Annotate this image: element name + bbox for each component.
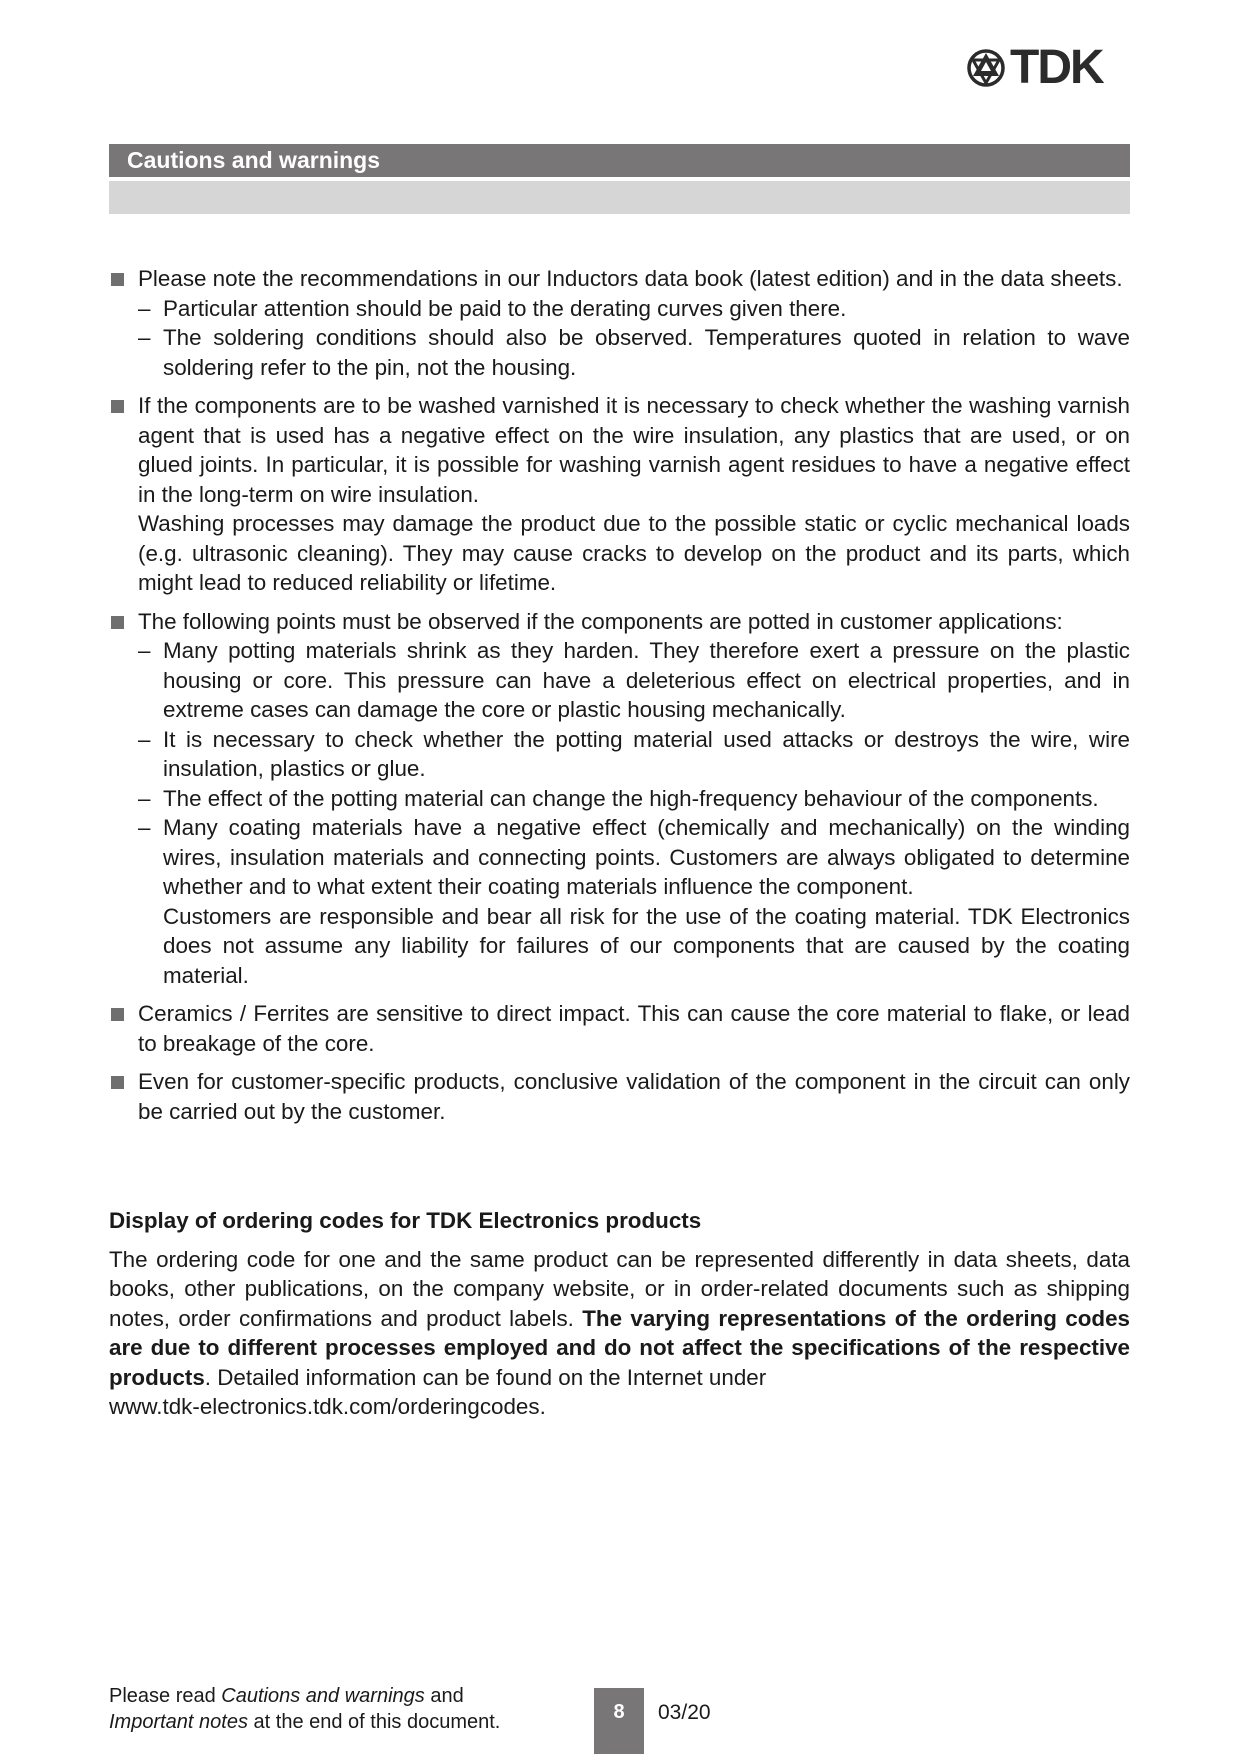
bullet-square-icon [111, 273, 124, 286]
caution-subitem-text: Many potting materials shrink as they harden. They therefore exert a pressure on the plastic housing or core. This pressure can have a deleterious effect on electrical properties, and in extreme cases can damage the core or plastic housing mechanically. [163, 638, 1130, 722]
caution-subitem-text: The effect of the potting material can change the high-frequency behaviour of the components. [163, 785, 1099, 811]
caution-item [109, 1067, 1130, 1126]
caution-subitem-text: Many coating materials have a negative effect (chemically and mechanically) on the winding wires, insulation materials and connecting points. Customers are always obligated to determine whether and to what extent their coating materials influence the component. [163, 815, 1130, 899]
ordering-codes-section [109, 1206, 1130, 1422]
dash-icon: – [138, 726, 151, 752]
footer-line [109, 1709, 500, 1735]
caution-subitem [138, 294, 1130, 324]
caution-item [109, 391, 1130, 598]
caution-text: Even for customer-specific products, conclusive validation of the component in the circuit can only be carried out by the customer. [138, 1069, 1130, 1124]
caution-subitem [138, 784, 1130, 814]
caution-subitem [138, 725, 1130, 784]
dash-icon: – [138, 295, 151, 321]
caution-subitem [138, 323, 1130, 382]
caution-item [109, 264, 1130, 382]
caution-item [109, 999, 1130, 1058]
caution-text: If the components are to be washed varnished it is necessary to check whether the washing varnish agent that is used has a negative effect on the wire insulation, any plastics that are used, or on glued joints. In particular, it is possible for washing varnish agent residues to have a negative effect in the long-term on wire insulation. [138, 393, 1130, 507]
caution-text: The following points must be observed if the components are potted in customer applications: [138, 608, 1063, 634]
dash-icon: – [138, 815, 151, 840]
caution-subitem-text: It is necessary to check whether the potting material used attacks or destroys the wire, wire insulation, plastics or glue. [163, 726, 1130, 781]
bullet-square-icon [111, 616, 124, 629]
section-subheader-bar [109, 181, 1130, 214]
footer-note [109, 1683, 500, 1735]
caution-text: Please note the recommendations in our Inductors data book (latest edition) and in the data sheets. [138, 266, 1123, 291]
caution-item [109, 607, 1130, 991]
ordering-paragraph [109, 1245, 1130, 1393]
caution-subitem [138, 813, 1130, 990]
cautions-list [109, 264, 1130, 1135]
footer-text: at the end of this document. [247, 1711, 501, 1733]
brand-name: TDK [1010, 41, 1103, 94]
footer-line [109, 1683, 500, 1709]
footer-text: Please read [109, 1685, 222, 1707]
section-title: Cautions and warnings [127, 147, 381, 173]
important-notes-reference: Important notes [109, 1711, 248, 1733]
caution-subitem-text: Particular attention should be paid to the derating curves given there. [163, 295, 847, 321]
section-header-bar [109, 144, 1130, 177]
cautions-reference: Cautions and warnings [221, 1685, 425, 1707]
footer-text: and [424, 1685, 464, 1707]
caution-subitem-text: The soldering conditions should also be observed. Temperatures quoted in relation to wave soldering refer to the pin, not the housing. [163, 325, 1130, 380]
tdk-logo-icon [966, 48, 1006, 88]
ordering-bold-text: The varying representations of the ordering codes are due to different processes employed and do not affect the specifications of the respective products [109, 1305, 1130, 1390]
caution-text: Washing processes may damage the product due to the possible static or cyclic mechanical loads (e.g. ultrasonic cleaning). They may cause cracks to develop on the product and its parts, which might lead to reduced reliability or lifetime. [138, 511, 1130, 595]
ordering-url: www.tdk-electronics.tdk.com/orderingcodes. [109, 1394, 546, 1419]
ordering-heading: Display of ordering codes for TDK Electronics products [109, 1208, 702, 1233]
ordering-text: The ordering code for one and the same product can be represented differently in data sheets, data books, other publications, on the company website, or in order-related documents such as shipping notes, order confirmations and product labels. [109, 1246, 1130, 1331]
bullet-square-icon [111, 1008, 124, 1021]
bullet-square-icon [111, 400, 124, 413]
dash-icon: – [138, 325, 151, 350]
ordering-text-after: . Detailed information can be found on the Internet under [204, 1364, 767, 1390]
caution-subitem [138, 636, 1130, 725]
caution-subitem-continuation: Customers are responsible and bear all risk for the use of the coating material. TDK Electronics does not assume any liability for failures of our components that are caused by the coating material. [163, 903, 1130, 988]
dash-icon: – [138, 638, 151, 663]
tdk-logo [966, 41, 1132, 94]
dash-icon: – [138, 785, 151, 811]
caution-text: Ceramics / Ferrites are sensitive to direct impact. This can cause the core material to flake, or lead to breakage of the core. [138, 1001, 1130, 1056]
page-number: 8 [594, 1688, 644, 1754]
bullet-square-icon [111, 1076, 124, 1089]
document-date: 03/20 [658, 1701, 711, 1724]
